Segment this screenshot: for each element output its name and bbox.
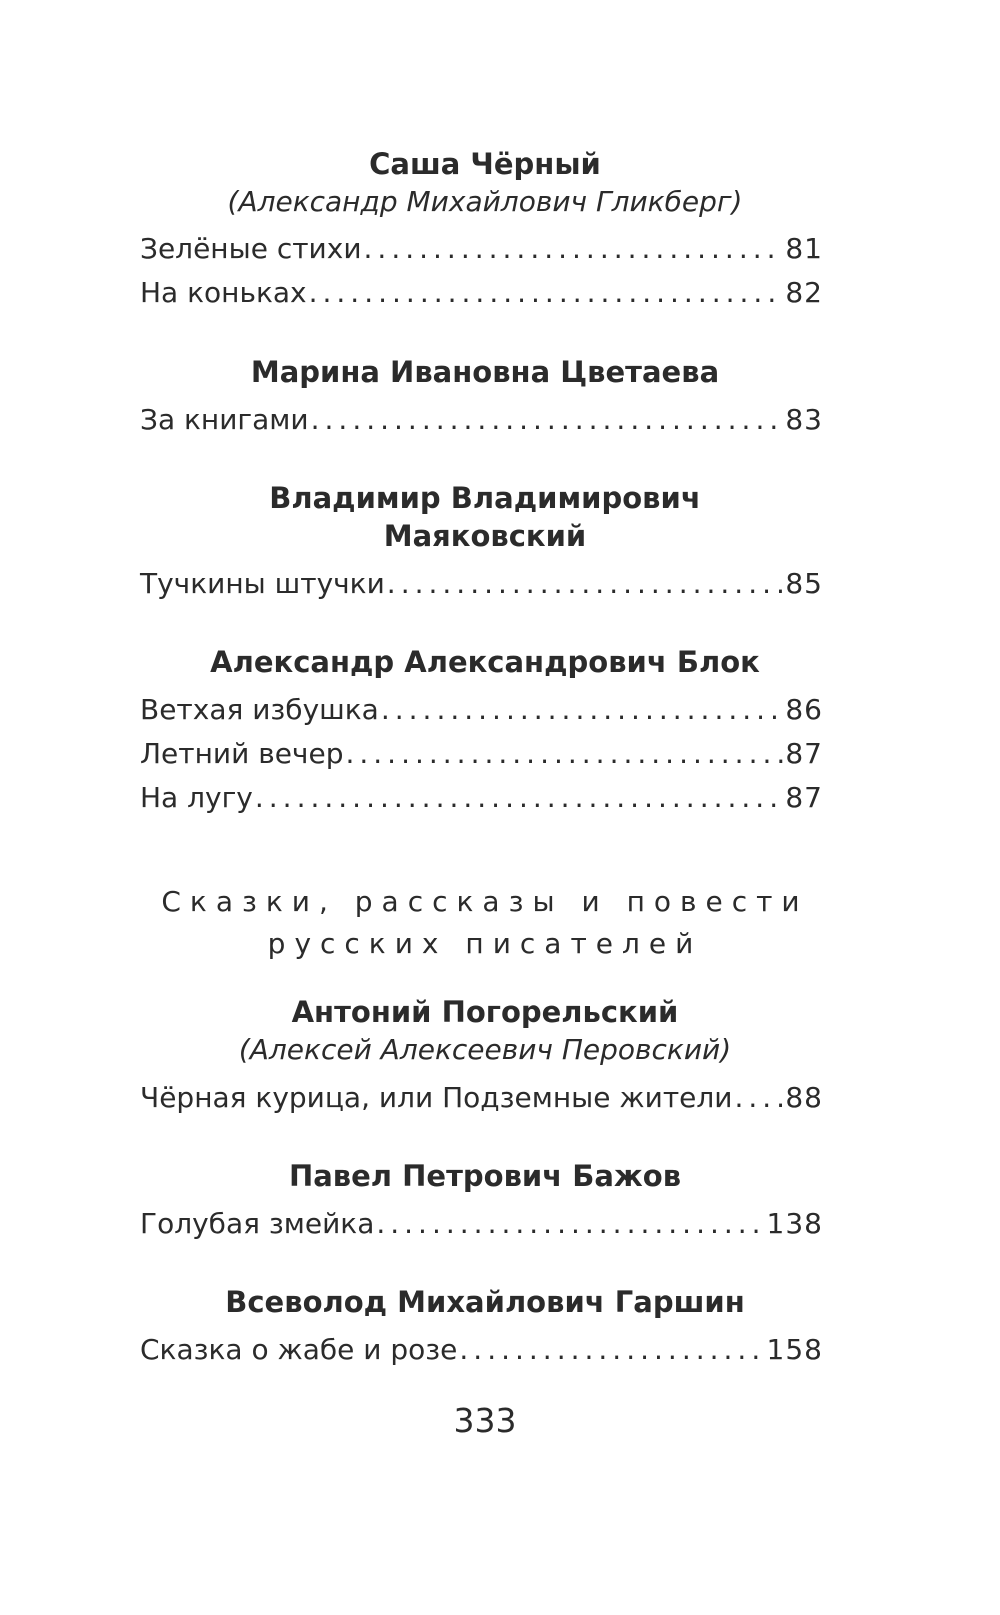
entry-page-number: 88: [785, 1081, 823, 1114]
author-heading: Марина Ивановна Цветаева: [250, 355, 720, 389]
entry-title: Тучкины штучки: [140, 567, 385, 600]
entry-title: Летний вечер: [140, 737, 344, 770]
toc-entry[interactable]: [140, 732, 823, 776]
toc-entry[interactable]: [140, 1328, 823, 1372]
entry-page-number: 86: [785, 693, 823, 726]
author-heading: Павел Петрович Бажов: [288, 1159, 682, 1193]
author-heading: Антоний Погорельский: [291, 995, 679, 1029]
dot-leader: [381, 688, 784, 732]
dot-leader: [345, 732, 783, 776]
entry-title: Зелёные стихи: [140, 232, 362, 265]
toc-entry[interactable]: [140, 688, 823, 732]
entry-page-number: 87: [785, 737, 823, 770]
dot-leader: [255, 776, 783, 820]
author-real-name: (Александр Михайлович Гликберг): [227, 185, 743, 218]
toc-entry[interactable]: [140, 1076, 823, 1120]
toc-entry[interactable]: [140, 776, 823, 820]
section-title-line2: русских писателей: [267, 927, 703, 960]
entry-title: Голубая змейка: [140, 1207, 375, 1240]
dot-leader: [387, 562, 784, 606]
author-real-name: (Алексей Алексеевич Перовский): [238, 1033, 732, 1066]
dot-leader: [734, 1076, 783, 1120]
toc-entry[interactable]: [140, 562, 823, 606]
dot-leader: [376, 1202, 764, 1246]
entry-page-number: 83: [785, 403, 823, 436]
entry-title: Чёрная курица, или Подземные жители: [140, 1081, 733, 1114]
author-heading: Саша Чёрный: [369, 147, 601, 181]
entry-title: На лугу: [140, 781, 253, 814]
entry-title: За книгами: [140, 403, 309, 436]
author-heading: Александр Александрович Блок: [210, 645, 760, 679]
author-heading-line2: Маяковский: [383, 519, 587, 553]
entry-page-number: 138: [766, 1207, 823, 1240]
section-title-line1: Сказки, рассказы и повести: [161, 885, 809, 918]
toc-entry[interactable]: [140, 271, 823, 315]
entry-title: Ветхая избушка: [140, 693, 379, 726]
dot-leader: [311, 398, 784, 442]
entry-page-number: 87: [785, 781, 823, 814]
dot-leader: [364, 227, 784, 271]
author-heading-line1: Владимир Владимирович: [269, 481, 701, 515]
page-number: 333: [453, 1401, 517, 1440]
entry-title: На коньках: [140, 276, 307, 309]
entry-page-number: 82: [785, 276, 823, 309]
toc-entry[interactable]: [140, 227, 823, 271]
author-heading: Всеволод Михайлович Гаршин: [225, 1285, 745, 1319]
dot-leader: [459, 1328, 764, 1372]
dot-leader: [309, 271, 784, 315]
toc-entry[interactable]: [140, 398, 823, 442]
entry-page-number: 85: [785, 567, 823, 600]
toc-entry[interactable]: [140, 1202, 823, 1246]
entry-page-number: 158: [766, 1333, 823, 1366]
entry-page-number: 81: [785, 232, 823, 265]
entry-title: Сказка о жабе и розе: [140, 1333, 458, 1366]
